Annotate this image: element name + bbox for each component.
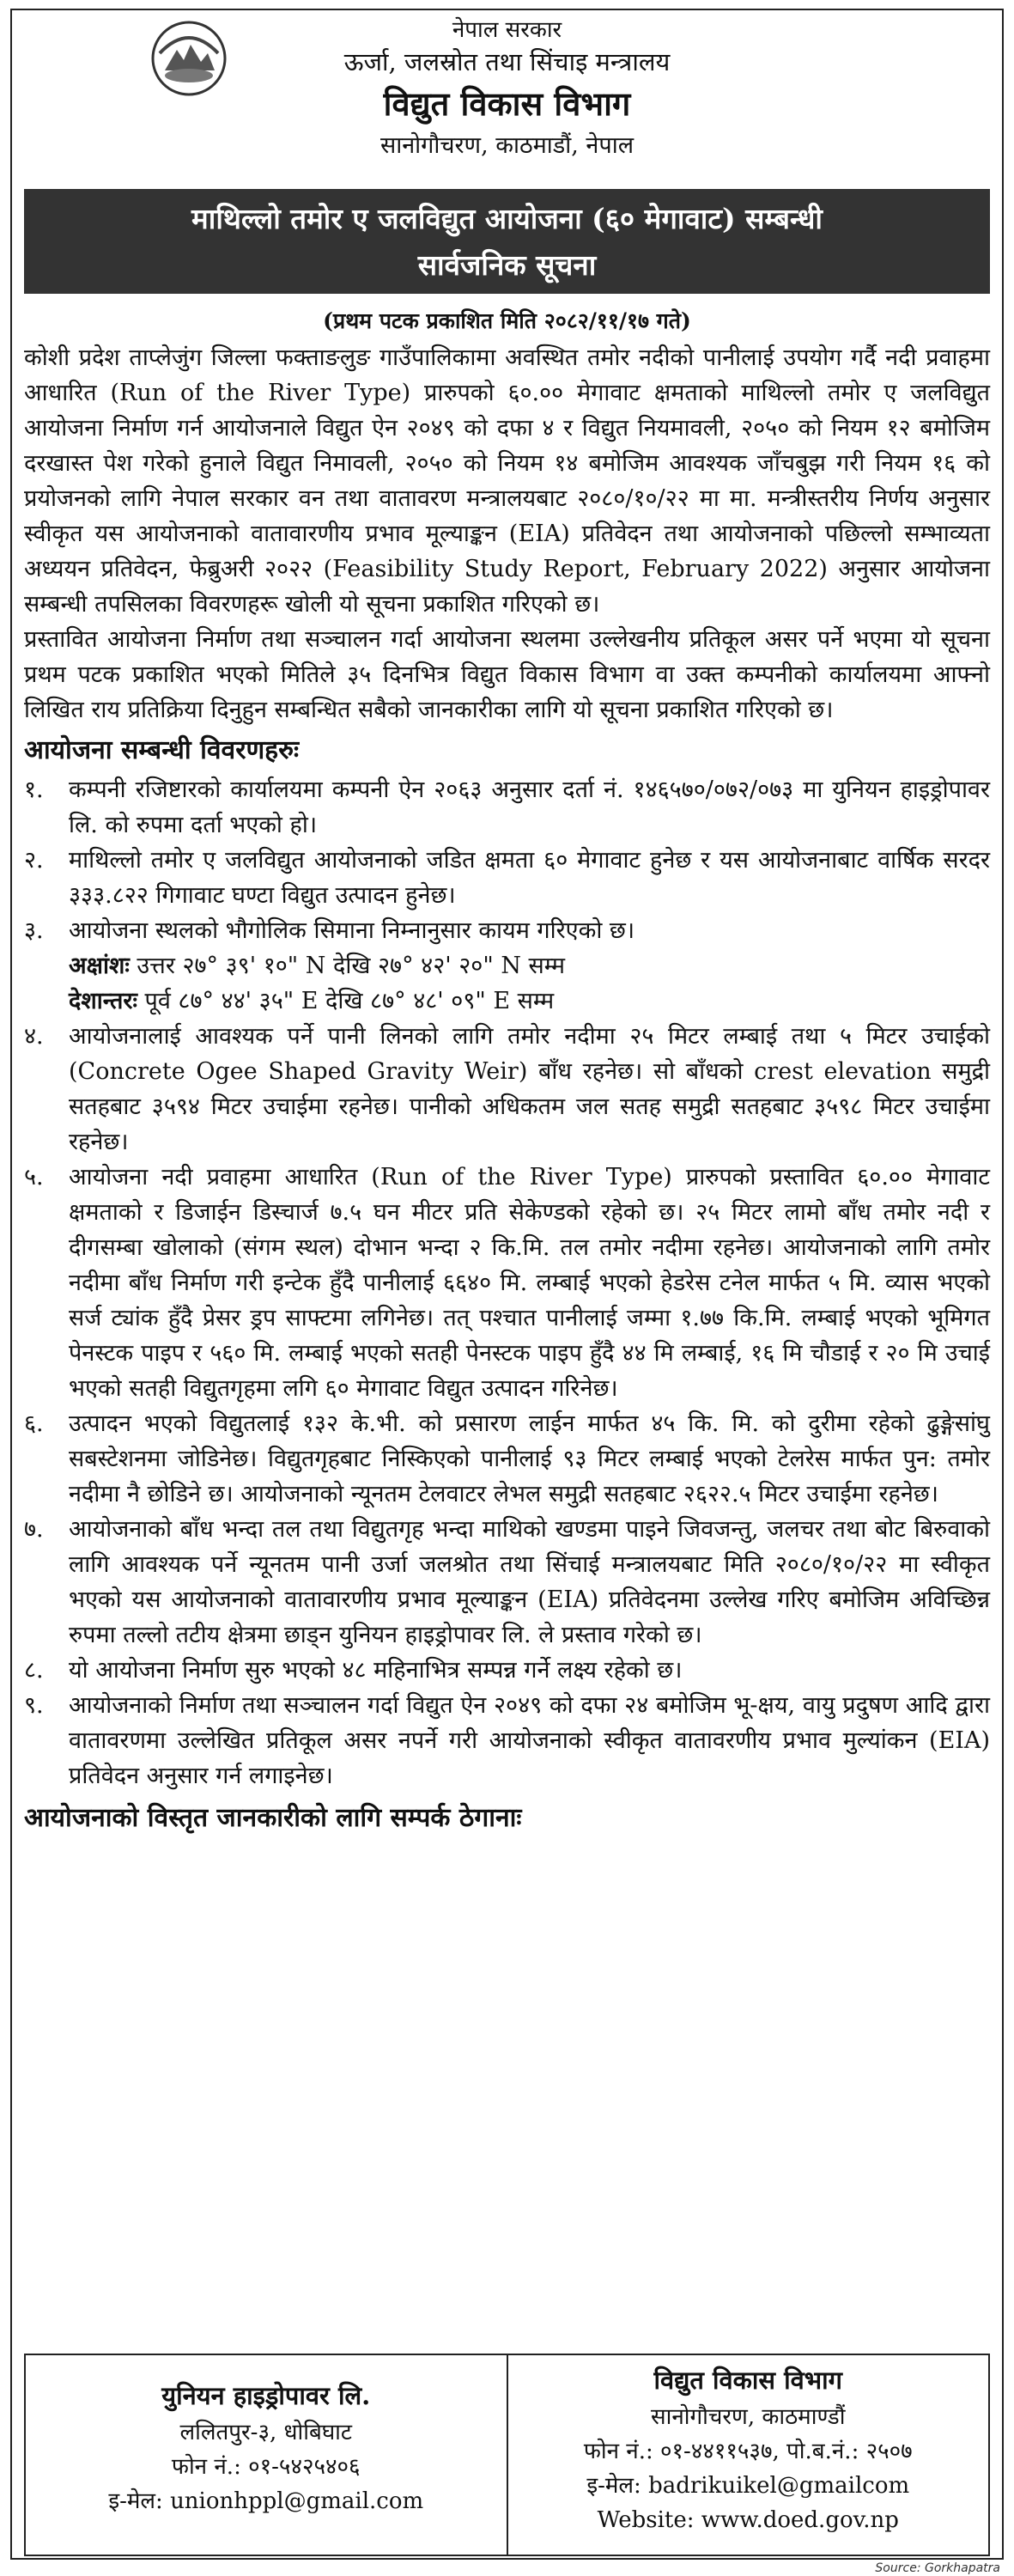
intro-paragraph-1: कोशी प्रदेश ताप्लेजुंग जिल्ला फक्ताङलुङ गाउँपालिकामा अवस्थित तमोर नदीको पानीलाई उपयोग गर्दै नदी प्रवाहमा आधारित (Run of the River Type) प्रारुपको ६०.०० मेगावाट क्षमताको माथिल्लो तमोर ए जलविद्युत आयोजना निर्माण गर्न आयोजनाले विद्युत ऐन २०४९ को दफा ४ र विद्युत नियमावली, २०५० को नियम १२ बमोजिम दरखास्त पेश गरेको हुनाले विद्युत निमावली, २०५० को नियम १४ बमोजिम आवश्यक जाँचबुझ गरी नियम १६ को प्रयोजनको लागि नेपाल सरकार वन तथा वातावरण मन्त्रालयबाट २०८०/१०/२२ मा मा. मन्त्रीस्तरीय निर्णय अनुसार स्वीकृत यस आयोजनाको वातावारणीय प्रभाव मूल्याङ्कन (EIA) प्रतिवेदन तथा आयोजनाको पछिल्लो सम्भाव्यता अध्ययन प्रतिवेदन, फेब्रुअरी २०२२ (Feasibility Study Report, February 2022) अनुसार आयोजना सम्बन्धी तपसिलका विवरणहरू खोली यो सूचना प्रकाशित गरिएको छ। xyxy=(24,344,990,618)
item-text: आयोजना स्थलको भौगोलिक सिमाना निम्नानुसार कायम गरिएको छ। xyxy=(69,917,635,944)
item-number: ९. xyxy=(24,1692,44,1719)
contact-department-phone: फोन नं.: ०१-४४११५३७, पो.ब.नं.: २५०७ xyxy=(583,2439,913,2464)
list-item xyxy=(24,1019,990,1160)
item-text: माथिल्लो तमोर ए जलविद्युत आयोजनाको जडित क्षमता ६० मेगावाट हुनेछ र यस आयोजनाबाट वार्षिक सरदर ३३३.८२२ गिगावाट घण्टा विद्युत उत्पादन हुनेछ। xyxy=(69,847,990,909)
notice-frame xyxy=(10,9,1004,2560)
title-line-1: माथिल्लो तमोर ए जलविद्युत आयोजना (६० मेगावाट) सम्बन्धी xyxy=(191,202,823,235)
contact-company-email[interactable]: इ-मेल: unionhppl@gmail.com xyxy=(108,2488,424,2514)
nepal-emblem-icon xyxy=(148,19,230,98)
department-name: विद्युत विकास विभाग xyxy=(383,84,631,123)
contact-department-email[interactable]: इ-मेल: badrikuikel@gmailcom xyxy=(586,2473,910,2499)
contact-company-name: युनियन हाइड्रोपावर लि. xyxy=(161,2381,371,2410)
item-number: ८. xyxy=(24,1657,44,1684)
details-list xyxy=(24,772,990,1793)
item-text: आयोजनाको निर्माण तथा सञ्चालन गर्दा विद्युत ऐन २०४९ को दफा २४ बमोजिम भू-क्षय, वायु प्रदुषण आदि द्वारा वातावरणमा उल्लेखित प्रतिकूल असर नपर्ने गरी आयोजनाको स्वीकृत वातावरणीय प्रभाव मुल्यांकन (EIA) प्रतिवेदन अनुसार गर्न लगाइनेछ। xyxy=(69,1692,990,1789)
details-heading: आयोजना सम्बन्धी विवरणहरुः xyxy=(24,735,300,765)
item-number: ६. xyxy=(24,1410,44,1437)
item-text: आयोजना नदी प्रवाहमा आधारित (Run of the River Type) प्रारुपको प्रस्तावित ६०.०० मेगावाट क्षमताको र डिजाईन डिस्चार्ज ७.५ घन मीटर प्रति सेकेण्डको रहेको छ। २५ मिटर लामो बाँध तमोर नदी र दीगसम्बा खोलाको (संगम स्थल) दोभान भन्दा २ कि.मि. तल तमोर नदीमा रहनेछ। आयोजनाको लागि तमोर नदीमा बाँध निर्माण गरी इन्टेक हुँदै पानीलाई ६६४० मि. लम्बाई भएको हेडरेस टनेल मार्फत ५ मि. व्यास भएको सर्ज ट्यांक हुँदै प्रेसर ड्रप साफ्टमा लगिनेछ। तत् पश्चात पानीलाई जम्मा १.७७ कि.मि. लम्बाई भएको भूमिगत पेनस्टक पाइप र ५६० मि. लम्बाई भएको सतही पेनस्टक पाइप हुँदै ४४ मि लम्बाई, १६ मि चौडाई र २० मि उचाई भएको सतही विद्युतगृहमा लगि ६० मेगावाट विद्युत उत्पादन गरिनेछ। xyxy=(69,1164,990,1402)
notice-header xyxy=(12,10,1002,182)
item-text: यो आयोजना निर्माण सुरु भएको ४८ महिनाभित्र सम्पन्न गर्ने लक्ष्य रहेको छ। xyxy=(69,1657,683,1684)
source-credit: Source: Gorkhapatra xyxy=(875,2561,1000,2575)
list-item xyxy=(24,1406,990,1512)
item-text: उत्पादन भएको विद्युतलाई १३२ के.भी. को प्रसारण लाईन मार्फत ४५ कि. मि. को दुरीमा रहेको ढुङ्गेसांघु सबस्टेशनमा जोडिनेछ। विद्युतगृहबाट निस्किएको पानीलाई ९३ मिटर लम्बाई भएको टेलरेस मार्फत पुन: तमोर नदीमा नै छोडिने छ। आयोजनाको न्यूनतम टेलवाटर लेभल समुद्री सतहबाट २६२२.५ मिटर उचाईमा रहनेछ। xyxy=(69,1410,990,1507)
longitude-row xyxy=(69,984,990,1019)
item-text: आयोजनालाई आवश्यक पर्ने पानी लिनको लागि तमोर नदीमा २५ मिटर लम्बाई तथा ५ मिटर उचाईको (Concrete Ogee Shaped Gravity Weir) बाँध रहनेछ। सो बाँधको crest elevation समुद्री सतहबाट ३५९४ मिटर उचाईमा रहनेछ। पानीको अधिकतम जल सतह समुद्री सतहबाट ३५९८ मिटर उचाईमा रहनेछ। xyxy=(69,1023,990,1155)
contact-company-phone: फोन नं.: ०१-५४२५४०६ xyxy=(171,2454,361,2480)
latitude-value: उत्तर २७° ३९' १०" N देखि २७° ४२' २०" N सम्म xyxy=(137,953,566,979)
contact-boxes xyxy=(24,2354,990,2556)
contact-heading: आयोजनाको विस्तृत जानकारीको लागि सम्पर्क ठेगानाः xyxy=(24,1803,522,1833)
notice-body xyxy=(12,340,1002,1793)
latitude-label: अक्षांशः xyxy=(69,953,130,979)
longitude-label: देशान्तरः xyxy=(69,988,137,1014)
contact-department-address: सानोगौचरण, काठमाण्डौं xyxy=(651,2404,846,2430)
list-item xyxy=(24,1653,990,1688)
item-text-block xyxy=(69,913,990,1019)
latitude-row xyxy=(69,948,990,984)
contact-department-website[interactable]: Website: www.doed.gov.np xyxy=(597,2507,899,2533)
item-number: ५. xyxy=(24,1164,44,1191)
item-number: २. xyxy=(24,847,44,874)
item-number: ४. xyxy=(24,1023,44,1050)
notice-title xyxy=(24,189,990,294)
item-number: १. xyxy=(24,776,44,803)
contact-department-name: विद्युत विकास विभाग xyxy=(653,2366,842,2395)
item-text: आयोजनाको बाँध भन्दा तल तथा विद्युतगृह भन्दा माथिको खण्डमा पाइने जिवजन्तु, जलचर तथा बोट बिरुवाको लागि आवश्यक पर्ने न्यूनतम पानी उर्जा जलश्रोत तथा सिंचाई मन्त्रालयबाट मिति २०८०/१०/२२ मा स्वीकृत भएको यस आयोजनाको वातावारणीय प्रभाव मूल्याङ्कन (EIA) प्रतिवेदनमा उल्लेख गरिए बमोजिम अविच्छिन्न रुपमा तल्लो तटीय क्षेत्रमा छाड्न युनियन हाइड्रोपावर लि. ले प्रस्ताव गरेको छ। xyxy=(69,1516,990,1648)
contact-department xyxy=(507,2355,989,2555)
government-name: नेपाल सरकार xyxy=(452,17,562,43)
ministry-name: ऊर्जा, जलस्रोत तथा सिंचाइ मन्त्रालय xyxy=(343,47,671,76)
list-item xyxy=(24,843,990,913)
list-item xyxy=(24,913,990,1019)
department-address: सानोगौचरण, काठमाडौं, नेपाल xyxy=(379,132,635,159)
list-item xyxy=(24,1160,990,1406)
title-line-2: सार्वजनिक सूचना xyxy=(417,248,597,282)
publication-date: (प्रथम पटक प्रकाशित मिति २०८२/११/१७ गते) xyxy=(323,308,691,333)
list-item xyxy=(24,772,990,843)
contact-company-address: ललितपुर-३, धोबिघाट xyxy=(179,2420,353,2445)
item-number: ३. xyxy=(24,917,44,944)
item-text: कम्पनी रजिष्टारको कार्यालयमा कम्पनी ऐन २०६३ अनुसार दर्ता नं. १४६५७०/०७२/०७३ मा युनियन हाइड्रोपावर लि. को रुपमा दर्ता भएको हो। xyxy=(69,776,990,838)
list-item xyxy=(24,1512,990,1653)
contact-company xyxy=(26,2355,507,2555)
item-number: ७. xyxy=(24,1516,44,1543)
intro-paragraph-2: प्रस्तावित आयोजना निर्माण तथा सञ्चालन गर्दा आयोजना स्थलमा उल्लेखनीय प्रतिकूल असर पर्ने भएमा यो सूचना प्रथम पटक प्रकाशित भएको मितिले ३५ दिनभित्र विद्युत विकास विभाग वा उक्त कम्पनीको कार्यालयमा आफ्नो लिखित राय प्रतिक्रिया दिनुहुन सम्बन्धित सबैको जानकारीका लागि यो सूचना प्रकाशित गरिएको छ। xyxy=(24,626,990,723)
longitude-value: पूर्व ८७° ४४' ३५" E देखि ८७° ४८' ०९" E सम्म xyxy=(144,988,555,1014)
list-item xyxy=(24,1688,990,1793)
